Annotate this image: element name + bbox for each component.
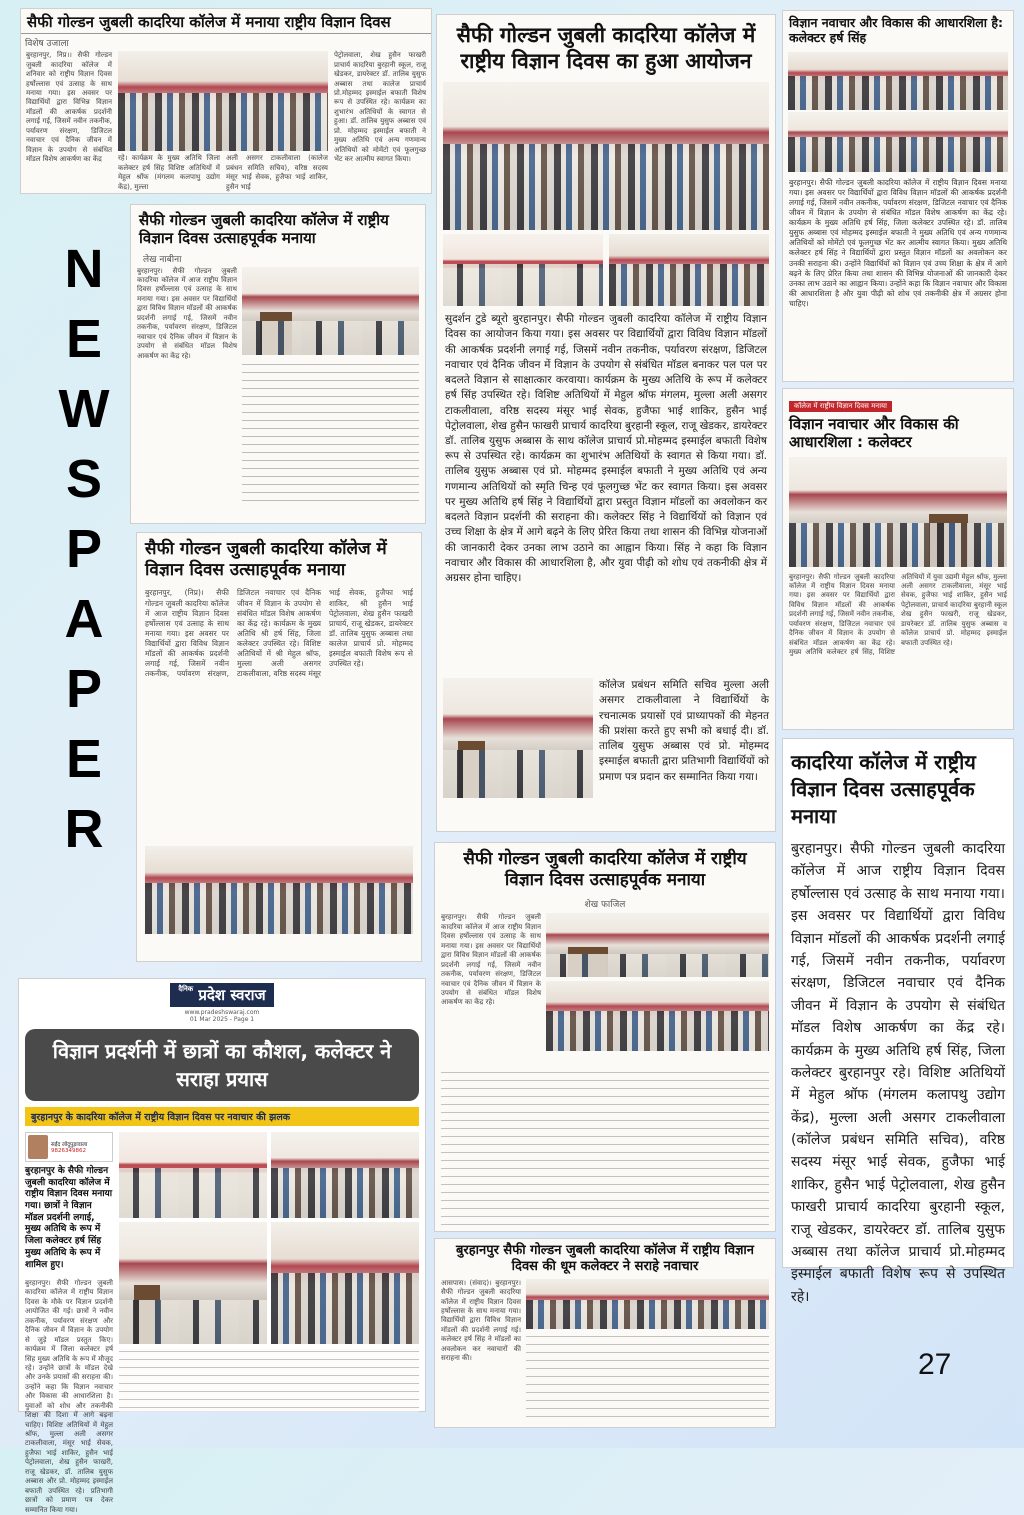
reporter-name: सईद लोदुपुड़ावाला (51, 1142, 88, 1148)
clip-vigyan-navachar (782, 388, 1014, 730)
pradesh-swaraj-logo (170, 983, 273, 1007)
clip8-headline: विज्ञान प्रदर्शनी में छात्रों का कौशल, कलेक्टर ने सराहा प्रयास (52, 1039, 392, 1091)
clip2-headline: सैफी गोल्डन जुबली कादरिया कॉलेज में राष्ट्रीय विज्ञान दिवस का हुआ आयोजन (456, 23, 756, 73)
clip2-body2: कॉलेज प्रबंधन समिति सचिव मुल्ला अली असगर टाकलीवाला ने विद्यार्थियों के रचनात्मक प्रयासों एवं प्राध्यापकों की मेहनत की प्रशंसा करते हुए सभी को बधाई दी। डॉ. तालिब युसुफ अब्बास एवं प्रो. मोहम्मद इस्माईल बफाती द्वारा प्रतिभागी विद्यार्थियों को प्रमाण पत्र प्रदान कर सम्मानित किया गया। (599, 679, 769, 783)
clip2-photo-left (443, 234, 603, 306)
page-number: 27 (918, 1348, 952, 1381)
clip1-byline: विशेष उजाला (25, 39, 69, 50)
clip-utsahpurvak-1 (130, 204, 426, 524)
clip1-headline: सैफी गोल्डन जुबली कादरिया कॉलेज में मनाया राष्ट्रीय विज्ञान दिवस (21, 9, 431, 34)
clip8-photo-4 (271, 1222, 419, 1344)
side-label-letter: A (64, 589, 104, 649)
side-label-letter: W (58, 379, 110, 439)
clip1-col3: अली असगर टाकलीवाला (कालेज प्रबंधन समिति सचिव), वरिष्ठ सदस्य मंसूर भाई सेवक, हुजैफा भाई शाकिर, हुसैन भाई (226, 154, 328, 191)
side-label-letter: E (65, 309, 103, 369)
clip10-photo (526, 1279, 769, 1329)
clip9-byline: शेख फाजिल (584, 900, 626, 911)
clip6-body: बुरहानपुर। सैफी गोल्डन जुबली कादरिया कॉलेज में राष्ट्रीय विज्ञान दिवस मनाया गया। इस अवसर पर विद्यार्थियों द्वारा विविध विज्ञान मॉडलों की आकर्षक प्रदर्शनी लगाई गई, जिसमें नवीन तकनीक, पर्यावरण संरक्षण, डिजिटल नवाचार एवं दैनिक जीवन में विज्ञान के उपयोग से संबंधित मॉडल आकर्षण का केंद्र रहे। मुख्य अतिथि कलेक्टर हर्ष सिंह, विशिष्ट अतिथियों में युवा उद्यमी मेहुल श्रॉफ, मुल्ला अली असगर टाकलीवाला, मंसूर भाई सेवक, हुजैफा भाई शाकिर, हुसैन भाई पेट्रोलवाला, प्राचार्य कादरिया बुरहानी स्कूल शेख हुसैन फाखरी, राजू खेडकर, डायरेक्टर डॉ. तालिब युसुफ अब्बास व कॉलेज प्राचार्य प्रो. मोहम्मद इस्माईल बफाती उपस्थित रहे। (789, 572, 1007, 657)
clip1-lead: बुरहानपुर, निप्र।। सैफी गोल्डन जुबली कादरिया कॉलेज में शनिवार को राष्ट्रीय विज्ञान दिवस हर्षोल्लास एवं उत्साह के साथ मनाया गया। इस अवसर पर विद्यार्थियों द्वारा विभिन्न विज्ञान मॉडलों की आकर्षक प्रदर्शनी लगाई गई, जिसमें नवीन तकनीक, पर्यावरण संरक्षण, डिजिटल नवाचार एवं दैनिक जीवन में विज्ञान के उपयोग से संबंधित मॉडल विशेष आकर्षण का केंद्र (26, 51, 112, 164)
reporter-box (25, 1132, 113, 1162)
clip8-photo-3 (119, 1222, 267, 1344)
clip10-body: आसपास। (संवाद)। बुरहानपुर। सैफी गोल्डन जुबली कादरिया कॉलेज में राष्ट्रीय विज्ञान दिवस हर्षोल्लास के साथ मनाया गया। विद्यार्थियों द्वारा विविध विज्ञान मॉडलों की प्रदर्शनी लगाई गई। कलेक्टर हर्ष सिंह ने मॉडलों का अवलोकन कर नवाचारों की सराहना की। (441, 1278, 521, 1363)
clip8-body: बुरहानपुर। सैफी गोल्डन जुबली कादरिया कॉलेज में राष्ट्रीय विज्ञान दिवस के मौके पर विज्ञान प्रदर्शनी आयोजित की गई। छात्रों ने नवीन तकनीक, पर्यावरण संरक्षण और दैनिक जीवन में विज्ञान के उपयोग से जुड़े मॉडल प्रस्तुत किए। कार्यक्रम में जिला कलेक्टर हर्ष सिंह मुख्य अतिथि के रूप में मौजूद रहे। उन्होंने छात्रों के मॉडल देखे और उनके प्रयासों की सराहना की। उन्होंने कहा कि विज्ञान नवाचार और विकास की आधारशिला है। युवाओं को शोध और तकनीकी शिक्षा की दिशा में आगे बढ़ना चाहिए। विशिष्ट अतिथियों में मेहुल श्रॉफ, मुल्ला अली असगर टाकलीवाला, मंसूर भाई सेवक, हुजैफा भाई शाकिर, हुसैन भाई पेट्रोलवाला, शेख हुसैन फाखरी, राजू खेडकर, डॉ. तालिब युसुफ अब्बास और प्रो. मोहम्मद इस्माईल बफाती उपस्थित रहे। प्रतिभागी छात्रों को प्रमाण पत्र देकर सम्मानित किया गया। (25, 1279, 113, 1514)
clip-utsahpurvak-3 (434, 842, 776, 1232)
clip1-col4: पेट्रोलवाला, शेख हुसैन फाखरी प्राचार्य कादरिया बुरहानी स्कूल, राजू खेडकर, डायरेक्टर डॉ. तालिब युसुफ अब्बास तथा कालेज प्राचार्य प्रो.मोहम्मद इस्माईल बफाती विशेष रूप से उपस्थित रहे। कार्यक्रम का शुभारंभ अतिथियों के स्वागत से हुआ। डॉ. तालिब युसुफ अब्बास एवं प्रो. मोहम्मद इस्माईल बफाती ने मुख्य अतिथि एवं अन्य गणमान्य अतिथियों को मोमेंटो एवं फूलगुच्छ भेंट कर आत्मीय स्वागत किया। (334, 51, 426, 164)
clip6-photo (789, 457, 1007, 567)
clip7-body: बुरहानपुर। सैफी गोल्डन जुबली कादरिया कॉलेज में आज राष्ट्रीय विज्ञान दिवस हर्षोल्लास एवं उत्साह के साथ मनाया गया। इस अवसर पर विद्यार्थियों द्वारा विविध विज्ञान मॉडलों की आकर्षक प्रदर्शनी लगाई गई, जिसमें नवीन तकनीक, पर्यावरण संरक्षण, डिजिटल नवाचार एवं दैनिक जीवन में विज्ञान के उपयोग से संबंधित मॉडल विशेष आकर्षण का केंद्र रहे। कार्यक्रम के मुख्य अतिथि हर्ष सिंह, जिला कलेक्टर बुरहानपुर रहे। विशिष्ट अतिथियों में मेहुल श्रॉफ (मंगलम कलापथु उद्योग केंद्र), मुल्ला अली असगर टाकलीवाला (कॉलेज प्रबंधन समिति सचिव), वरिष्ठ सदस्य मंसूर भाई सेवक, हुजैफा भाई शाकिर, हुसैन भाई पेट्रोलवाला, शेख हुसैन फाखरी प्राचार्य कादरिया बुरहानी स्कूल, राजू खेडकर, डायरेक्टर डॉ. तालिब युसुफ अब्बास तथा कॉलेज प्राचार्य प्रो.मोहम्मद इस्माईल बफाती विशेष रूप से उपस्थित रहे। (791, 841, 1005, 1305)
clip4-body: बुरहानपुर। सैफी गोल्डन जुबली कादरिया कॉलेज में आज राष्ट्रीय विज्ञान दिवस हर्षोल्लास एवं उत्साह के साथ मनाया गया। इस अवसर पर विद्यार्थियों द्वारा विविध विज्ञान मॉडलों की आकर्षक प्रदर्शनी लगाई गई, जिसमें नवीन तकनीक, पर्यावरण संरक्षण, डिजिटल नवाचार एवं दैनिक जीवन में विज्ञान के उपयोग से संबंधित मॉडल विशेष आकर्षण का केंद्र रहे। (137, 266, 237, 360)
clip4-byline: लेख नाबीना (143, 254, 182, 265)
side-label-letter: P (65, 519, 103, 579)
masthead: प्रदेश स्वराज (198, 986, 266, 1004)
clip1-col2: रहे। कार्यक्रम के मुख्य अतिथि जिला कलेक्टर हर्ष सिंह विशिष्ट अतिथियों में मेहुल श्रॉफ (मंगलम कलपाथु उद्योग केंद्र), मुल्ला (118, 154, 220, 191)
clip3-photo-1 (788, 52, 1008, 110)
clip8-headline-box (25, 1029, 419, 1101)
masthead-pre: दैनिक (178, 985, 194, 993)
clip-saifi-vishesh-ujala (20, 8, 432, 194)
clip-dhoom-collector (434, 1238, 776, 1428)
clip4-text-columns (242, 361, 419, 507)
masthead-date: 01 Mar 2025 - Page 1 (189, 1016, 255, 1023)
clip9-photo-1 (546, 913, 769, 977)
clip6-tag: कॉलेज में राष्ट्रीय विज्ञान दिवस मनाया (789, 401, 892, 412)
clip3-photo-2 (788, 112, 1008, 172)
clip-pradesh-swaraj (18, 978, 426, 1514)
side-label-letter: S (65, 449, 103, 509)
clip8-photo-1 (119, 1132, 267, 1218)
clip2-photo-main (443, 82, 769, 230)
clip8-lead: बुरहानपुर के सैफी गोल्डन जुबली कादरिया कॉलेज में राष्ट्रीय विज्ञान दिवस मनाया गया। छात्रों ने विज्ञान मॉडल प्रदर्शनी लगाई, मुख्य अतिथि के रूप में जिला कलेक्टर हर्ष सिंह मुख्य अतिथि के रूप में शामिल हुए। (25, 1166, 113, 1270)
side-label (56, 236, 112, 896)
clip10-text-columns (526, 1333, 769, 1417)
clip9-body: बुरहानपुर। सैफी गोल्डन जुबली कादरिया कॉलेज में आज राष्ट्रीय विज्ञान दिवस हर्षोल्लास एवं उत्साह के साथ मनाया गया। इस अवसर पर विद्यार्थियों द्वारा विविध विज्ञान मॉडलों की आकर्षक प्रदर्शनी लगाई गई, जिसमें नवीन तकनीक, पर्यावरण संरक्षण, डिजिटल नवाचार एवं दैनिक जीवन में विज्ञान के उपयोग से संबंधित मॉडल विशेष आकर्षण का केंद्र रहे। (441, 913, 541, 1007)
clip9-headline: सैफी गोल्डन जुबली कादरिया कॉलेज में राष्ट्रीय विज्ञान दिवस उत्साहपूर्वक मनाया (463, 849, 747, 890)
clip8-text-columns (119, 1348, 419, 1412)
clip9-photo-2 (546, 981, 769, 1051)
clip6-headline: विज्ञान नवाचार और विकास की आधारशिला : कलेक्टर (789, 415, 959, 452)
clip-sudarshan-today (436, 14, 776, 832)
clip8-photo-2 (271, 1132, 419, 1218)
clip4-headline: सैफी गोल्डन जुबली कादरिया कॉलेज में राष्ट्रीय विज्ञान दिवस उत्साहपूर्वक मनाया (139, 211, 389, 248)
clip8-subhead: बुरहानपुर के कादरिया कॉलेज में राष्ट्रीय विज्ञान दिवस पर नवाचार की झलक (25, 1107, 419, 1126)
clip5-body: बुरहानपुर, (निप्र)। सैफी गोल्डन जुबली कादरिया कॉलेज में आज राष्ट्रीय विज्ञान दिवस हर्षोल्लास एवं उत्साह के साथ मनाया गया। इस अवसर पर विद्यार्थियों द्वारा विविध विज्ञान मॉडलों की आकर्षक प्रदर्शनी लगाई गई, जिसमें नवीन तकनीक, पर्यावरण संरक्षण, डिजिटल नवाचार एवं दैनिक जीवन में विज्ञान के उपयोग से संबंधित मॉडल विशेष आकर्षण का केंद्र रहे। कार्यक्रम के मुख्य अतिथि श्री हर्ष सिंह, जिला कलेक्टर उपस्थित रहे। विशिष्ट अतिथियों में श्री मेहुल श्रॉफ, मुल्ला अली असगर टाकलीवाला, वरिष्ठ सदस्य मंसूर भाई सेवक, हुजैफा भाई शाकिर, श्री हुसैन भाई पेट्रोलवाला, शेख हुसैन फाखरी प्राचार्य, राजू खेडकर, डायरेक्टर डॉ. तालिब युसुफ अब्बास तथा कालेज प्राचार्य प्रो. मोहम्मद इस्माईल बफाती विशेष रूप से उपस्थित रहे। (145, 588, 413, 679)
clip7-headline: कादरिया कॉलेज में राष्ट्रीय विज्ञान दिवस उत्साहपूर्वक मनाया (791, 750, 976, 828)
reporter-avatar (28, 1135, 48, 1159)
clip3-body: बुरहानपुर। सैफी गोल्डन जुबली कादरिया कॉलेज में राष्ट्रीय विज्ञान दिवस मनाया गया। इस अवसर पर विद्यार्थियों द्वारा विविध विज्ञान मॉडलों की आकर्षक प्रदर्शनी लगाई गई, जिसमें नवीन तकनीक, पर्यावरण संरक्षण, डिजिटल नवाचार एवं दैनिक जीवन में विज्ञान के उपयोग से संबंधित मॉडल विशेष आकर्षण का केंद्र रहे। कार्यक्रम के मुख्य अतिथि हर्ष सिंह, जिला कलेक्टर उपस्थित रहे। डॉ. तालिब युसुफ अब्बास एवं मोहम्मद इस्माईल बफाती ने मुख्य अतिथि एवं अन्य गणमान्य अतिथियों को मोमेंटो एवं फूलगुच्छ भेंट कर आत्मीय स्वागत किया। मुख्य अतिथि कलेक्टर हर्ष सिंह ने विद्यार्थियों द्वारा प्रस्तुत विज्ञान मॉडलों का अवलोकन कर उनकी सराहना की। उन्होंने विद्यार्थियों को विज्ञान एवं उच्च शिक्षा के क्षेत्र में आगे बढ़ने के लिए प्रेरित किया तथा शासन की विभिन्न योजनाओं की जानकारी देकर उनका लाभ उठाने का आह्वान किया। उन्होंने कहा कि विज्ञान नवाचार और विकास की आधारशिला है और युवा पीढ़ी को शोध एवं तकनीकी क्षेत्र में अग्रसर होना चाहिए। (789, 177, 1007, 308)
clip3-headline: विज्ञान नवाचार और विकास की आधारशिला है: कलेक्टर हर्ष सिंह (789, 15, 1004, 46)
side-label-letter: P (65, 659, 103, 719)
side-label-letters (56, 236, 112, 862)
clip4-photo (242, 267, 419, 355)
clip-collector-harsh-singh (782, 10, 1014, 382)
clip2-photo-right (609, 234, 769, 306)
masthead-url: www.pradeshswaraj.com (184, 1009, 260, 1016)
side-label-letter: N (64, 239, 104, 299)
reporter-phone: 9826349862 (51, 1148, 86, 1154)
clip5-photo (145, 846, 413, 934)
clip-utsahpurvak-2 (136, 532, 422, 962)
clip2-photo-speaker (443, 678, 593, 798)
side-label-letter: R (64, 799, 104, 859)
clip-kadariya-utsahpurvak (782, 738, 1014, 1305)
clip2-body: सुदर्शन टुडे ब्यूरो बुरहानपुर। सैफी गोल्डन जुबली कादरिया कॉलेज में राष्ट्रीय विज्ञान दिवस का आयोजन किया गया। इस अवसर पर विद्यार्थियों द्वारा विविध विज्ञान मॉडलों की आकर्षक प्रदर्शनी लगाई गई, जिसमें नवीन तकनीक, पर्यावरण संरक्षण, डिजिटल नवाचार एवं दैनिक जीवन में विज्ञान के उपयोग से संबंधित मॉडल बनाकर पल पल पर बदलते विज्ञान से साक्षात्कार करवाया। कार्यक्रम के मुख्य अतिथि के रूप में कलेक्टर हर्ष सिंह उपस्थित रहे। विशिष्ट अतिथियों में मेहुल श्रॉफ मंगलम, मुल्ला अली असगर टाकलीवाला, वरिष्ठ सदस्य मंसूर भाई सेवक, हुजैफा भाई शाकिर, हुसैन भाई पेट्रोलवाला, शेख हुसैन फाखरी प्राचार्य कादरिया बुरहानी स्कूल, राजू खेडकर, डायरेक्टर डॉ. तालिब युसुफ अब्बास के साथ कॉलेज प्राचार्य प्रो.मोहम्मद इस्माईल बफाती विशेष रूप से उपस्थित रहे। कार्यक्रम का शुभारंभ अतिथियों के स्वागत से किया गया। डॉ. तालिब युसुफ अब्बास एवं प्रो. मोहम्मद इस्माईल बफाती ने मुख्य अतिथि एवं अन्य गणमान्य अतिथियों को स्मृति चिन्ह एवं फूलगुच्छ भेंट कर स्वागत किया। इस अवसर पर मुख्य अतिथि हर्ष सिंह ने विद्यार्थियों द्वारा प्रस्तुत विज्ञान मॉडलों का अवलोकन कर बदलते विज्ञान प्रदर्शनी की सराहना की। कलेक्टर सिंह ने विद्यार्थियों को विज्ञान एवं उच्च शिक्षा के क्षेत्र में आगे बढ़ने के लिए प्रेरित किया तथा शासन की विभिन्न योजनाओं की जानकारी देकर उनका लाभ उठाने का आह्वान किया। सिंह ने कहा कि विज्ञान नवाचार और विकास की आधारशिला है, और युवा पीढ़ी को शोध एवं तकनीकी क्षेत्र में अग्रसर होना चाहिए। (445, 313, 767, 584)
clip5-headline: सैफी गोल्डन जुबली कादरिया कॉलेज में विज्ञान दिवस उत्साहपूर्वक मनाया (145, 539, 387, 580)
clip10-headline: बुरहानपुर सैफी गोल्डन जुबली कादरिया कॉलेज में राष्ट्रीय विज्ञान दिवस की धूम कलेक्टर ने सराहे नवाचार (455, 1243, 755, 1274)
clip1-photo (118, 51, 328, 151)
clip9-text-columns (441, 1069, 769, 1229)
side-label-letter: E (65, 729, 103, 789)
